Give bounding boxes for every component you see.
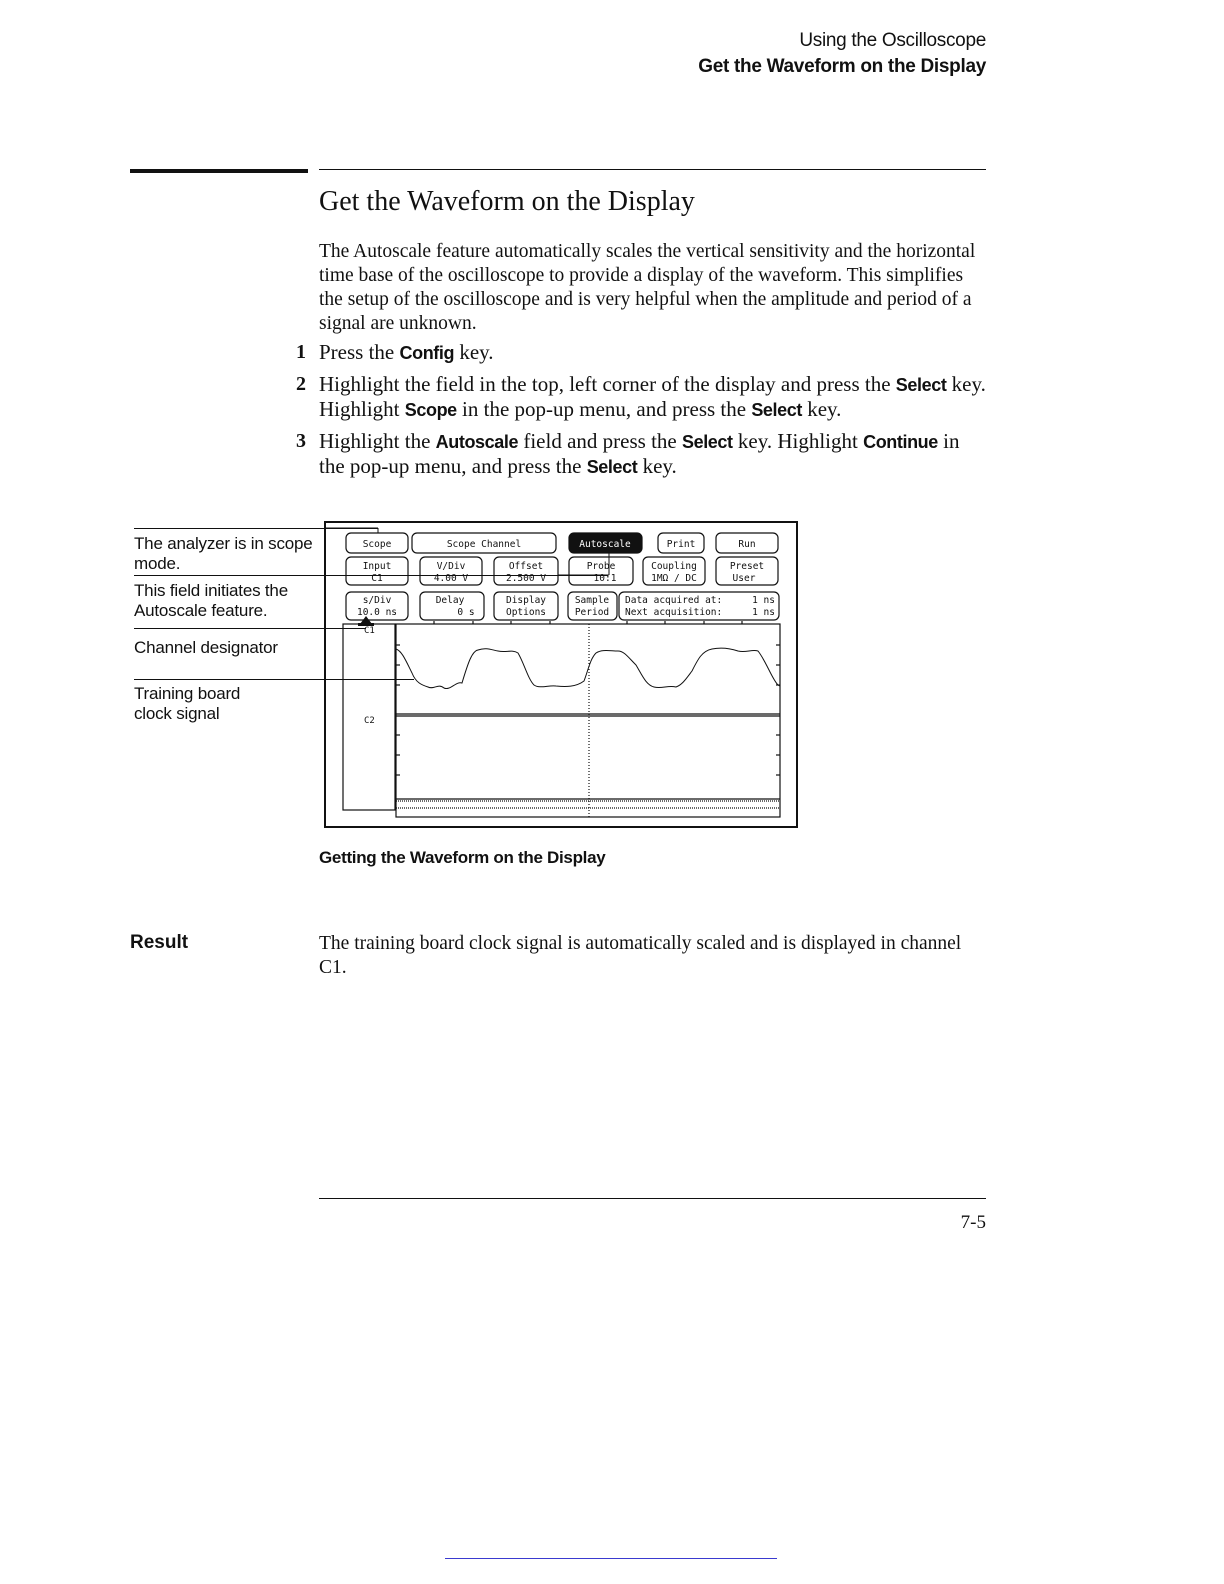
step-item <box>290 340 990 365</box>
acquired-at-label: Data acquired at: <box>625 595 723 606</box>
display-value: Options <box>505 607 547 618</box>
vdiv-label: V/Div <box>436 561 466 572</box>
key-name: Select <box>895 375 947 395</box>
step-number: 3 <box>296 430 306 452</box>
step-text: key. Highlight <box>732 429 864 453</box>
callout-training-line1: Training board <box>134 684 241 703</box>
graticule-ticks <box>396 645 780 775</box>
acquired-at-value: 1 ns <box>752 595 775 606</box>
autoscale-label: Autoscale <box>579 539 631 550</box>
step-text: Highlight the <box>319 429 436 453</box>
step-item <box>290 429 990 479</box>
sdiv-value: 10.0 ns <box>356 607 398 618</box>
preset-label: Preset <box>729 561 765 572</box>
coupling-label: Coupling <box>651 561 697 572</box>
vdiv-value: 4.00 V <box>433 573 469 584</box>
callout-training-line2: clock signal <box>134 704 220 723</box>
display-label: Display <box>505 595 547 606</box>
running-header-chapter: Using the Oscilloscope <box>799 30 986 51</box>
section-title: Get the Waveform on the Display <box>319 186 695 217</box>
running-header-section: Get the Waveform on the Display <box>698 56 986 77</box>
key-name: Autoscale <box>435 432 519 452</box>
section-rule-thick <box>130 169 308 173</box>
section-rule-thin <box>319 169 986 170</box>
offset-label: Offset <box>508 561 544 572</box>
sdiv-label: s/Div <box>362 595 392 606</box>
channel-c2-label: C2 <box>364 716 375 726</box>
oscilloscope-screen <box>324 521 798 828</box>
result-label: Result <box>130 932 189 953</box>
print-label: Print <box>666 539 696 550</box>
channel-c1-label: C1 <box>364 626 375 636</box>
scope-channel-menu-label: Scope Channel <box>446 539 522 550</box>
graticule <box>396 624 780 817</box>
input-value: C1 <box>371 573 383 584</box>
step-item <box>290 372 990 422</box>
sample-value: Period <box>574 607 610 618</box>
step-number: 2 <box>296 373 306 395</box>
step-text: in the pop-up menu, and press the <box>319 429 960 478</box>
key-name: Select <box>586 457 638 477</box>
step-list <box>290 340 990 486</box>
input-label: Input <box>362 561 392 572</box>
figure-caption: Getting the Waveform on the Display <box>319 848 606 867</box>
callout-channel-designator: Channel designator <box>134 638 278 657</box>
key-name: Scope <box>404 400 457 420</box>
offset-value: 2.500 V <box>505 573 547 584</box>
scope-mode-label: Scope <box>362 539 392 550</box>
footer-link-underline[interactable] <box>445 1558 777 1559</box>
probe-value: 10:1 <box>593 573 617 584</box>
preset-value: User <box>732 573 756 584</box>
step-text: field and press the <box>518 429 682 453</box>
step-text: in the pop-up menu, and press the <box>456 397 752 421</box>
delay-value: 0 s <box>457 607 475 618</box>
key-name: Select <box>681 432 733 452</box>
callout-training-board <box>134 684 240 724</box>
next-acquisition-label: Next acquisition: <box>625 607 723 618</box>
callout-autoscale-field: This field initiates the Autoscale feature. <box>134 581 288 620</box>
footer-rule <box>319 1198 986 1199</box>
key-name: Select <box>751 400 802 420</box>
step-text: key. <box>454 340 494 364</box>
step-text: Press the <box>319 340 400 364</box>
key-name: Config <box>399 343 455 363</box>
probe-label: Probe <box>586 561 616 572</box>
step-text: Highlight the field in the top, left corner of the display and press the <box>319 372 896 396</box>
key-name: Continue <box>863 432 938 452</box>
run-label: Run <box>738 539 756 550</box>
delay-label: Delay <box>435 595 465 606</box>
step-text: key. <box>801 397 842 421</box>
intro-paragraph: The Autoscale feature automatically scales the vertical sensitivity and the horizontal time base of the oscilloscope to provide a display of the waveform. This simplifies the setup of the oscilloscope and is very helpful when the amplitude and period of a signal are unknown. <box>319 241 976 334</box>
oscilloscope-screen-drawing <box>326 523 796 826</box>
c1-waveform <box>396 648 780 688</box>
next-acquisition-value: 1 ns <box>752 607 775 618</box>
running-header <box>698 30 986 78</box>
sample-label: Sample <box>574 595 610 606</box>
page-number: 7-5 <box>960 1212 986 1233</box>
step-number: 1 <box>296 341 306 363</box>
callout-scope-mode: The analyzer is in scope mode. <box>134 534 313 573</box>
coupling-value: 1MΩ / DC <box>651 573 697 584</box>
step-text: key. Highlight <box>319 372 986 421</box>
result-text: The training board clock signal is automatically scaled and is displayed in channel C1. <box>319 933 962 978</box>
step-text: key. <box>637 454 677 478</box>
